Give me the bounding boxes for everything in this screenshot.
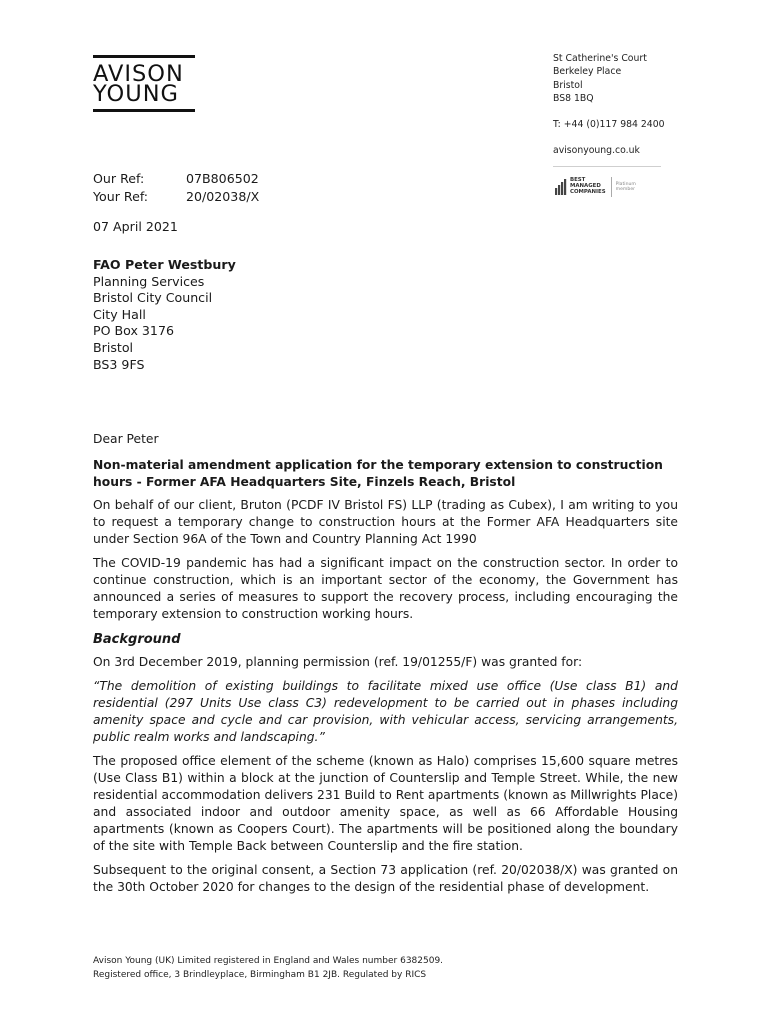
address-line: Bristol xyxy=(553,79,583,91)
our-ref-row xyxy=(93,170,259,188)
your-ref-value: 20/02038/X xyxy=(186,188,260,204)
recipient-line: BS3 9FS xyxy=(93,356,145,372)
our-ref-label: Our Ref: xyxy=(93,171,145,186)
footer xyxy=(93,954,443,982)
paragraph-scheme: The proposed office element of the scheme (known as Halo) comprises 15,600 square metres (Use Class B1) within a block at the junction of Counterslip and Temple Street. While, the new residential accommodation delivers 231 Build to Rent apartments (known as Millwrights Place) and associated indoor and outdoor amenity space, as well as 66 Affordable Housing apartments (known as Coopers Court). The apartments will be positioned along the boundary of the site with Temple Back between Counterslip and the fire station. xyxy=(93,754,678,853)
heading-background: Background xyxy=(93,632,181,647)
bar-chart-icon xyxy=(555,179,567,195)
address-line: St Catherine's Court xyxy=(553,53,647,64)
your-ref-row xyxy=(93,188,259,206)
phone-number: T: +44 (0)117 984 2400 xyxy=(553,119,665,131)
paragraph-intro: On behalf of our client, Bruton (PCDF IV Bristol FS) LLP (trading as Cubex), I am writing to you to request a temporary change to construction hours at the Former AFA Headquarters site under Section 96A of the Town and Country Planning Act 1990 xyxy=(93,498,678,546)
recipient-line: Bristol xyxy=(93,339,134,355)
our-ref-value: 07B806502 xyxy=(186,171,259,186)
badge-line: MANAGED xyxy=(570,183,601,190)
recipient-line: Bristol City Council xyxy=(93,290,213,306)
letter-subject: Non-material amendment application for the temporary extension to construction hours - Former AFA Headquarters Site, Finzels Reach, Bristol xyxy=(93,458,663,489)
footer-line: Avison Young (UK) Limited registered in England and Wales number 6382509. xyxy=(93,956,444,966)
recipient-address xyxy=(93,257,236,373)
sender-address xyxy=(553,52,665,158)
best-managed-companies-badge xyxy=(555,177,636,197)
permission-quote: “The demolition of existing buildings to facilitate mixed use office (Use class B1) and residential (297 Units Use class C3) redevelopment to be carried out in phases including amenity space and cycle and car provision, with vehicular access, servicing arrangements, public realm works and landscaping.” xyxy=(93,679,678,744)
badge-line: COMPANIES xyxy=(570,188,606,195)
avison-young-logo xyxy=(93,55,195,112)
paragraph-covid: The COVID-19 pandemic has had a significant impact on the construction sector. In order to continue construction, which is an important sector of the economy, the Government has announced a series of measures to support the recovery process, including encouraging the temporary extension to construction working hours. xyxy=(93,556,678,621)
website: avisonyoung.co.uk xyxy=(553,145,640,157)
recipient-line: PO Box 3176 xyxy=(93,323,174,339)
recipient-line: Planning Services xyxy=(93,273,205,289)
address-line: BS8 1BQ xyxy=(553,92,594,104)
letter-body xyxy=(93,431,678,903)
address-line: Berkeley Place xyxy=(553,66,622,78)
logo-top-bar xyxy=(93,55,195,58)
paragraph-permission: On 3rd December 2019, planning permission (ref. 19/01255/F) was granted for: xyxy=(93,655,583,669)
badge-tier xyxy=(616,182,636,192)
address-divider xyxy=(553,166,661,167)
your-ref-label: Your Ref: xyxy=(93,188,149,204)
paragraph-section73: Subsequent to the original consent, a Section 73 application (ref. 20/02038/X) was granted on the 30th October 2020 for changes to the design of the residential phase of development. xyxy=(93,863,678,894)
badge-separator xyxy=(611,177,612,197)
recipient-line: City Hall xyxy=(93,306,146,322)
logo-line-1: AVISON xyxy=(93,61,184,87)
badge-text xyxy=(570,178,606,195)
logo-bottom-bar xyxy=(93,109,195,112)
badge-line: BEST xyxy=(570,177,586,184)
logo-line-2: YOUNG xyxy=(93,81,179,107)
footer-line: Registered office, 3 Brindleyplace, Birmingham B1 2JB. Regulated by RICS xyxy=(93,970,427,980)
letter-date: 07 April 2021 xyxy=(93,219,178,234)
references xyxy=(93,170,259,206)
badge-tier-line: member xyxy=(615,187,636,192)
recipient-fao: FAO Peter Westbury xyxy=(93,257,236,272)
badge-tier-line: Platinum xyxy=(615,182,636,187)
salutation: Dear Peter xyxy=(93,432,159,446)
